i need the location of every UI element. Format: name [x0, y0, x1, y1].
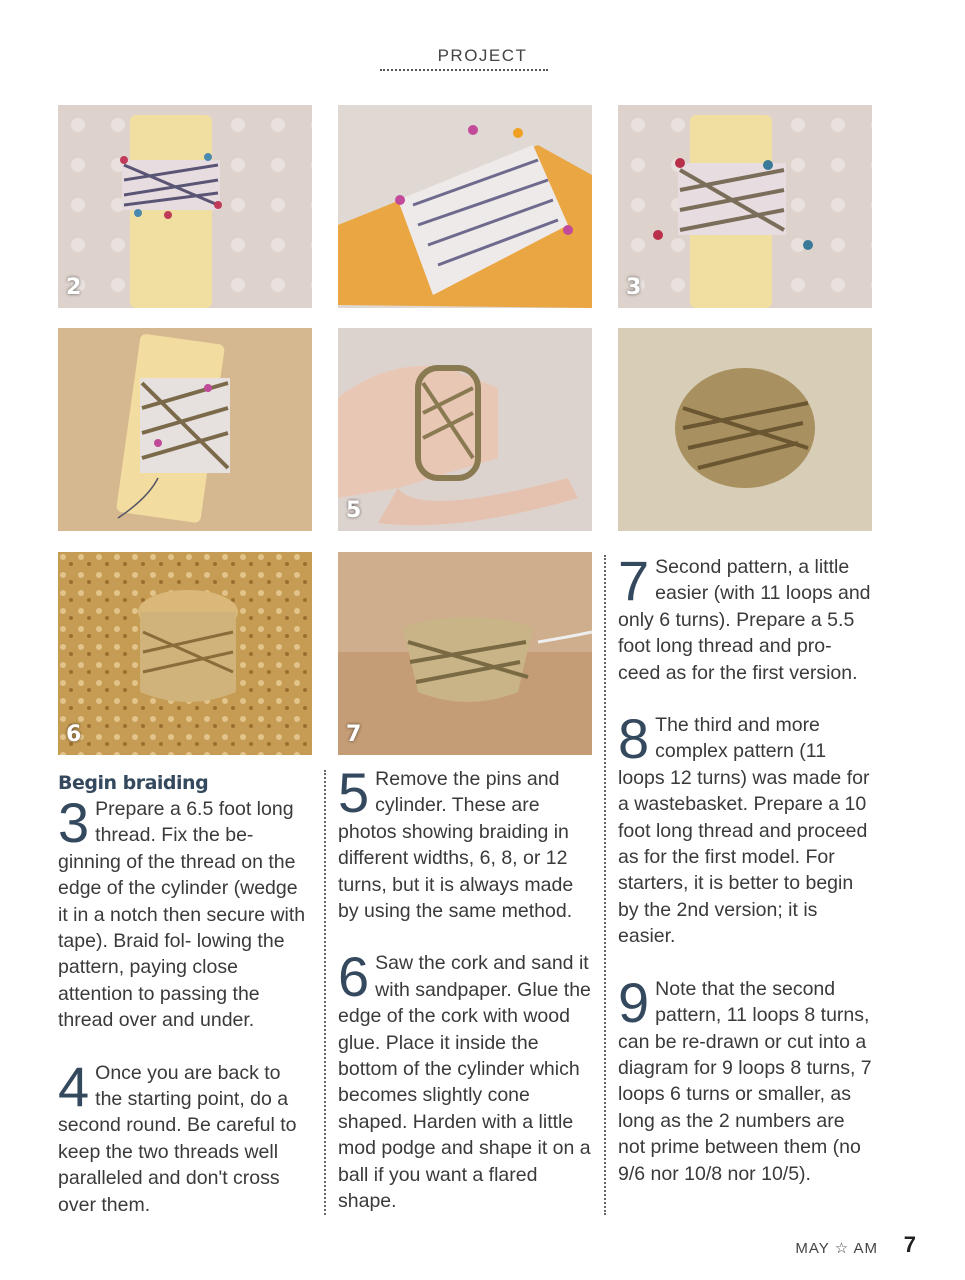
step-text: Once you are back to the starting point, do a second round. Be careful to keep the two threads well paralleled and don't cross over them.: [58, 1061, 297, 1216]
step-number: 3: [58, 791, 90, 854]
step-text: Remove the pins and cylinder. These are photos showing braiding in different widths, 6, 8, or 12 turns, but it is always made by using the same method.: [338, 768, 574, 923]
step-9: [618, 970, 874, 1187]
step-6: [338, 945, 592, 1214]
step-5: [338, 761, 592, 924]
column-rule-1: [324, 770, 326, 1215]
step-number: 5: [338, 761, 370, 824]
photo-number: 6: [66, 722, 82, 747]
header-dotted-rule: [380, 69, 548, 71]
section-header: PROJECT: [437, 46, 528, 65]
step-text: Saw the cork and sand it with sandpaper. Glue the edge of the cork with wood glue. Place it inside the bottom of the cylinder which becomes slightly cone shaped. Harden with a little mod podge and shape it on a ball if you want a flared shape.: [338, 952, 591, 1213]
step-7: [618, 549, 874, 686]
footer-label: MAY ☆ AM: [795, 1240, 878, 1257]
photo-step-5: [338, 328, 592, 531]
photo-step-2: [58, 105, 312, 308]
photo-step-7: [338, 552, 592, 755]
photo-number: 7: [346, 722, 362, 747]
photo-step-3: [618, 105, 872, 308]
photo-step-2b: [338, 105, 592, 308]
column-3: [618, 549, 874, 1213]
photo-number: 5: [346, 498, 362, 523]
step-3: [58, 791, 308, 1034]
step-text: Note that the second pattern, 11 loops 8 turns, can be re-drawn or cut into a diagram for 9 loops 8 turns, 7 loops 6 turns or smaller, as long as the 2 numbers are not prime between them (no 9/6 nor 10/8 nor 10/5).: [618, 977, 872, 1185]
step-text: The third and more complex pattern (11 loops 12 turns) was made for a wastebasket. Prepare a 10 foot long thread and proceed as for the first model. For starters, it is better to begin by the 2nd version; it is easier.: [618, 714, 870, 948]
section-heading: Begin braiding: [58, 772, 209, 794]
photo-finished-ring: [618, 328, 872, 531]
photo-step-6: [58, 552, 312, 755]
step-number: 7: [618, 549, 650, 612]
column-1: [58, 770, 308, 1244]
step-8: [618, 707, 874, 950]
step-number: 4: [58, 1054, 90, 1118]
step-number: 6: [338, 945, 370, 1009]
step-number: 9: [618, 970, 650, 1034]
step-number: 8: [618, 707, 650, 771]
column-rule-2: [604, 555, 606, 1215]
column-2: [338, 761, 592, 1241]
step-text: Second pattern, a little easier (with 11 loops and only 6 turns). Prepare a 5.5 foot long thread and pro- ceed as for the first version.: [618, 556, 871, 684]
step-text: Prepare a 6.5 foot long thread. Fix the be- ginning of the thread on the edge of the cylinder (wedge it in a notch then secure with tape). Braid fol- lowing the pattern, paying close attention to passing the thread over and under.: [58, 798, 306, 1032]
page-number: 7: [903, 1232, 916, 1257]
photo-step-4: [58, 328, 312, 531]
photo-number: 3: [626, 275, 642, 300]
step-4: [58, 1054, 308, 1218]
photo-number: 2: [66, 275, 82, 300]
